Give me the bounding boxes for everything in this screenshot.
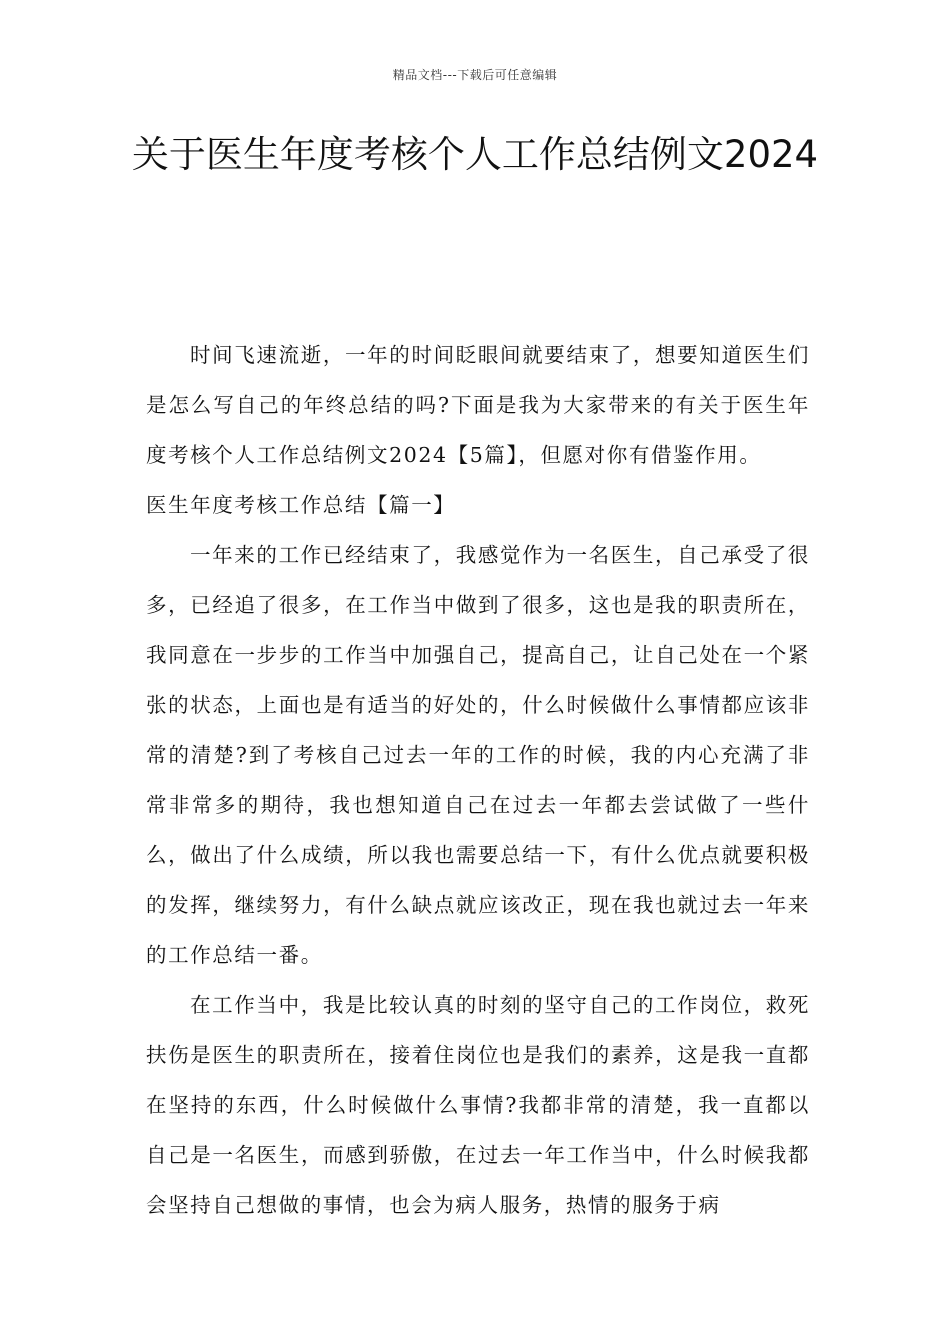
section-heading: 医生年度考核工作总结【篇一】 [146,493,456,517]
body-paragraph-1: 一年来的工作已经结束了，我感觉作为一名医生，自己承受了很多，已经追了很多，在工作当中做到了很多，这也是我的职责所在，我同意在一步步的工作当中加强自己，提高自己，让自己处在一个紧张的状态，上面也是有适当的好处的，什么时候做什么事情都应该非常的清楚?到了考核自己过去一年的工作的时候，我的内心充满了非常非常多的期待，我也想知道自己在过去一年都去尝试做了一些什么，做出了什么成绩，所以我也需要总结一下，有什么优点就要积极的发挥，继续努力，有什么缺点就应该改正，现在我也就过去一年来的工作总结一番。 [146,543,810,967]
intro-paragraph: 时间飞速流逝，一年的时间眨眼间就要结束了，想要知道医生们是怎么写自己的年终总结的吗?下面是我为大家带来的有关于医生年度考核个人工作总结例文2024【5篇】，但愿对你有借鉴作用。 [146,343,810,467]
document-title: 关于医生年度考核个人工作总结例文2024 [131,133,819,176]
header-note: 精品文档---下载后可任意编辑 [392,68,558,82]
document-body [146,330,810,1230]
body-paragraph-2: 在工作当中，我是比较认真的时刻的坚守自己的工作岗位，救死扶伤是医生的职责所在，接着住岗位也是我们的素养，这是我一直都在坚持的东西，什么时候做什么事情?我都非常的清楚，我一直都以自己是一名医生，而感到骄傲，在过去一年工作当中，什么时候我都会坚持自己想做的事情，也会为病人服务，热情的服务于病 [146,993,810,1217]
